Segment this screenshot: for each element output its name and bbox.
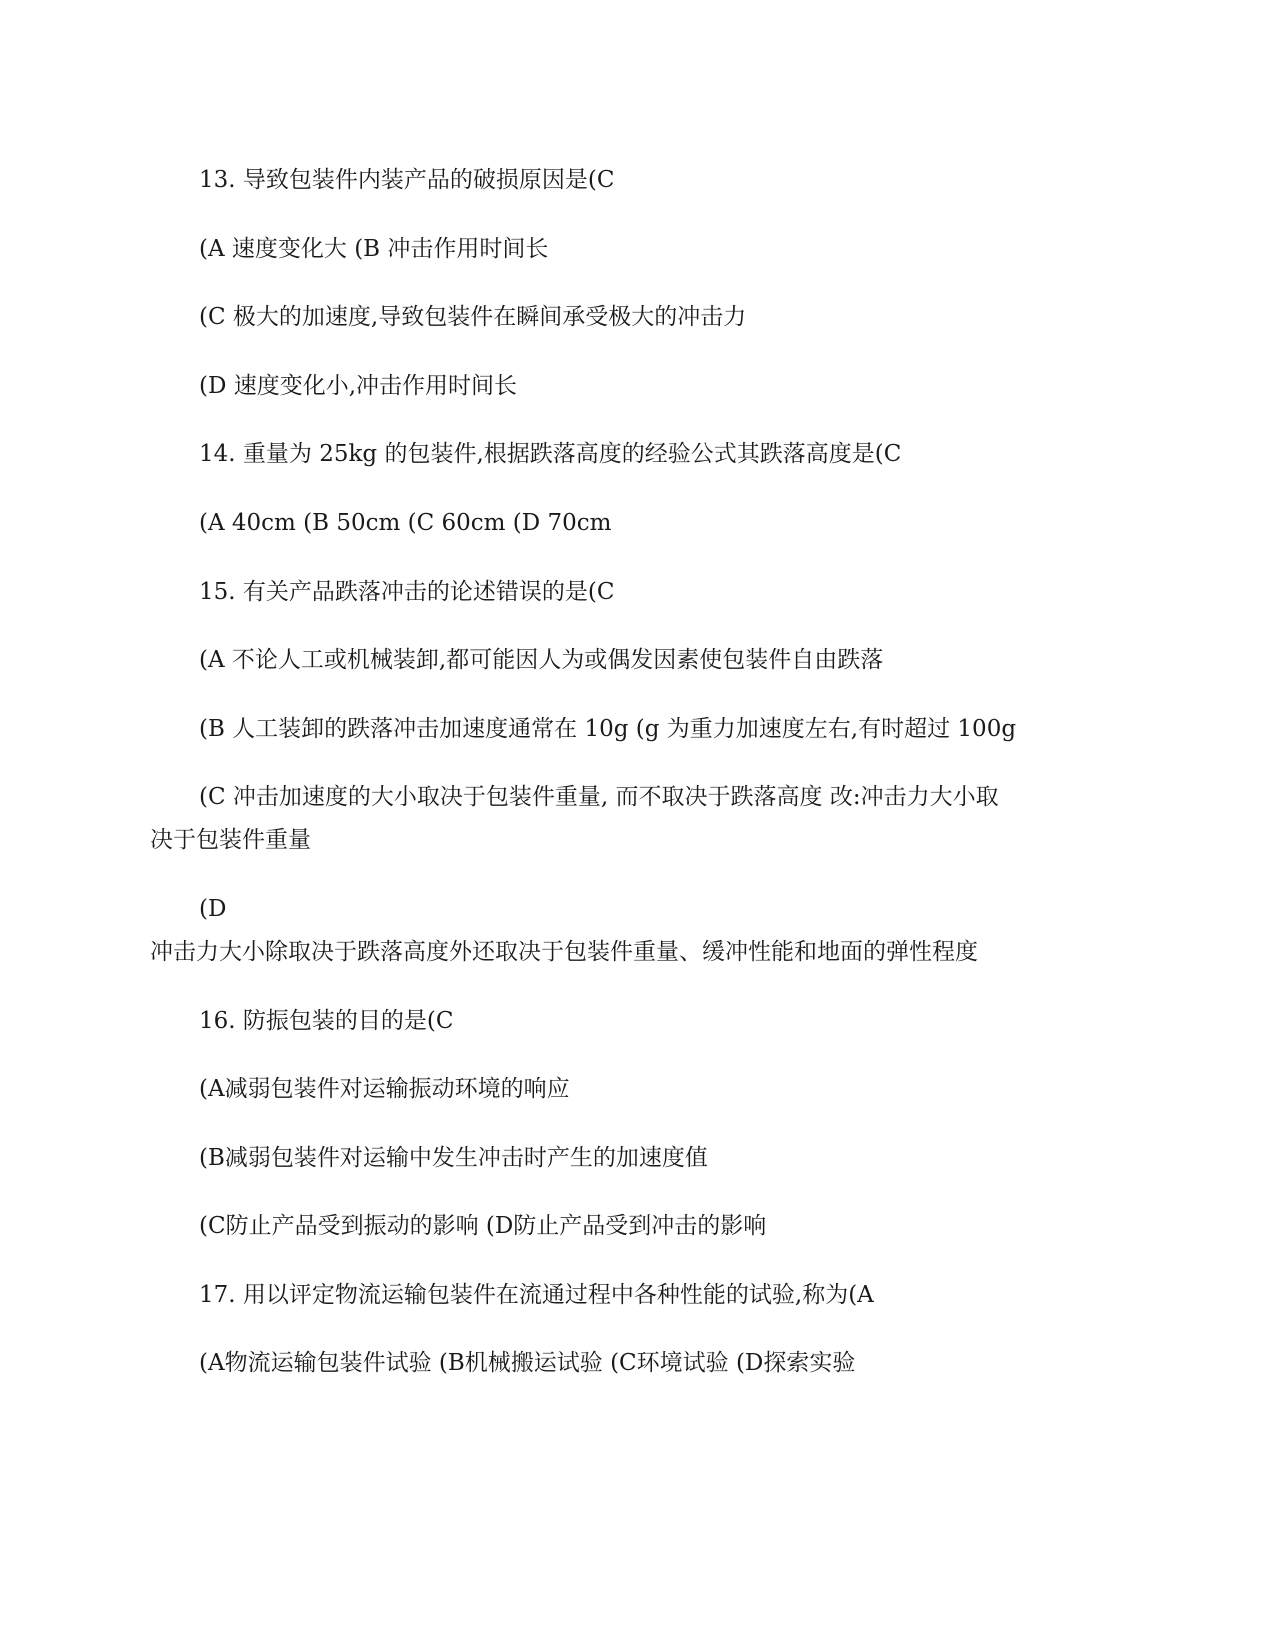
question-15-option-c: (C 冲击加速度的大小取决于包装件重量, 而不取决于跌落高度 改:冲击力大小取 [199,784,999,810]
question-17: 17. 用以评定物流运输包装件在流通过程中各种性能的试验,称为(A [199,1282,874,1308]
question-16-options-cd: (C防止产品受到振动的影响 (D防止产品受到冲击的影响 [199,1213,767,1239]
question-13: 13. 导致包装件内装产品的破损原因是(C [199,167,615,193]
question-15-option-d-text: 冲击力大小除取决于跌落高度外还取决于包装件重量、缓冲性能和地面的弹性程度 [150,939,978,965]
question-14: 14. 重量为 25kg 的包装件,根据跌落高度的经验公式其跌落高度是(C [199,441,902,467]
question-15-option-d-label: (D [199,896,227,922]
question-13-option-d: (D 速度变化小,冲击作用时间长 [199,373,518,399]
question-13-options-ab: (A 速度变化大 (B 冲击作用时间长 [199,236,549,262]
question-15: 15. 有关产品跌落冲击的论述错误的是(C [199,579,615,605]
question-13-option-c: (C 极大的加速度,导致包装件在瞬间承受极大的冲击力 [199,304,747,330]
question-15-option-a: (A 不论人工或机械装卸,都可能因人为或偶发因素使包装件自由跌落 [199,647,884,673]
question-16: 16. 防振包装的目的是(C [199,1008,454,1034]
question-16-option-a: (A减弱包装件对运输振动环境的响应 [199,1076,570,1102]
question-17-options: (A物流运输包装件试验 (B机械搬运试验 (C环境试验 (D探索实验 [199,1350,856,1376]
question-15-option-c-continued: 决于包装件重量 [150,827,311,853]
question-16-option-b: (B减弱包装件对运输中发生冲击时产生的加速度值 [199,1145,708,1171]
question-15-option-b: (B 人工装卸的跌落冲击加速度通常在 10g (g 为重力加速度左右,有时超过 100g [199,716,1017,742]
question-14-options: (A 40cm (B 50cm (C 60cm (D 70cm [199,510,612,536]
